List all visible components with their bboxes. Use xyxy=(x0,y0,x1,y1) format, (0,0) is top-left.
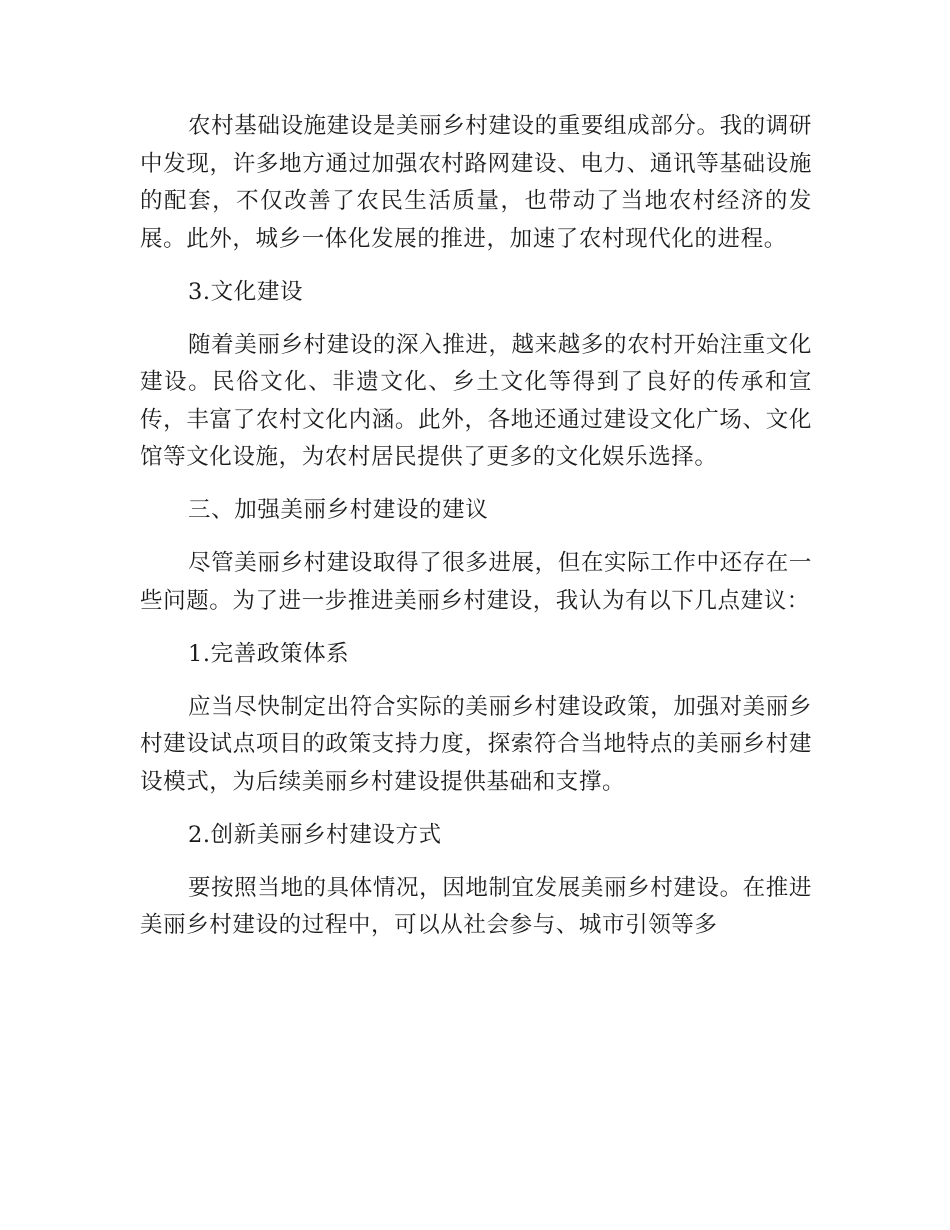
paragraph-suggestions-intro: 尽管美丽乡村建设取得了很多进展，但在实际工作中还存在一些问题。为了进一步推进美丽乡村建设，我认为有以下几点建议： xyxy=(140,550,812,614)
heading-policy-system: 1.完善政策体系 xyxy=(188,640,350,667)
paragraph-innovation: 要按照当地的具体情况，因地制宜发展美丽乡村建设。在推进美丽乡村建设的过程中，可以从社会参与、城市引领等多 xyxy=(140,874,812,938)
document-body xyxy=(140,108,812,960)
paragraph-infrastructure: 农村基础设施建设是美丽乡村建设的重要组成部分。我的调研中发现，许多地方通过加强农村路网建设、电力、通讯等基础设施的配套，不仅改善了农民生活质量，也带动了当地农村经济的发展。此外，城乡一体化发展的推进，加速了农村现代化的进程。 xyxy=(140,113,812,252)
heading-suggestions: 三、加强美丽乡村建设的建议 xyxy=(188,497,489,523)
paragraph-policy-system: 应当尽快制定出符合实际的美丽乡村建设政策，加强对美丽乡村建设试点项目的政策支持力度，探索符合当地特点的美丽乡村建设模式，为后续美丽乡村建设提供基础和支撑。 xyxy=(140,693,812,795)
paragraph-cultural-construction: 随着美丽乡村建设的深入推进，越来越多的农村开始注重文化建设。民俗文化、非遗文化、乡土文化等得到了良好的传承和宣传，丰富了农村文化内涵。此外，各地还通过建设文化广场、文化馆等文化设施，为农村居民提供了更多的文化娱乐选择。 xyxy=(140,331,812,470)
heading-innovation: 2.创新美丽乡村建设方式 xyxy=(188,821,442,848)
heading-cultural-construction: 3.文化建设 xyxy=(188,278,304,305)
